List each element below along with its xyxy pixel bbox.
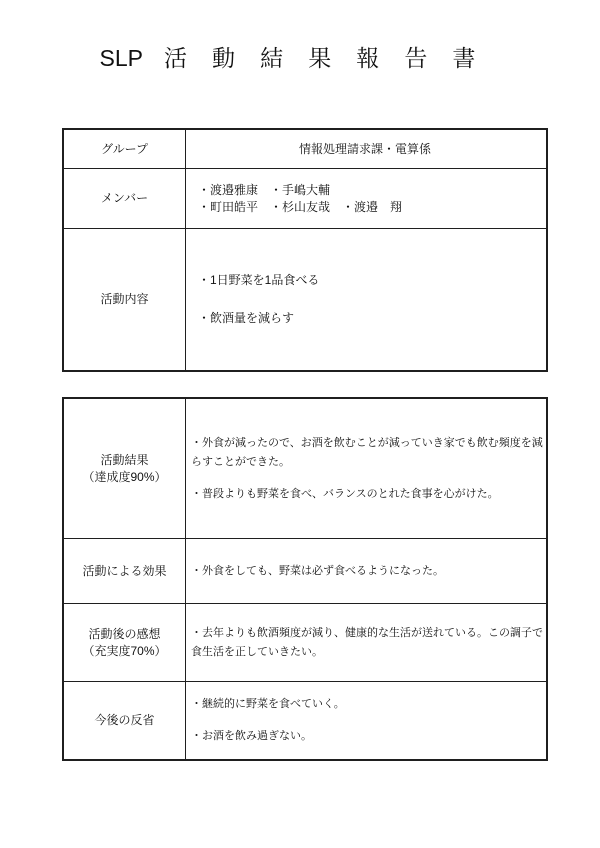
table-row-results	[64, 399, 546, 538]
row-label-impressions	[64, 604, 186, 681]
row-label-reflection	[64, 682, 186, 759]
label-text: 活動による効果	[82, 563, 167, 578]
row-value-activity-content	[186, 229, 546, 370]
bullet-item: ・飲酒量を減らす	[198, 311, 295, 325]
row-value-effects	[186, 539, 546, 603]
table-row-reflection	[64, 681, 546, 759]
title-kanji-text: 活動結果報告書	[163, 45, 501, 71]
bullet-item: ・継続的に野菜を食べていく。	[191, 698, 345, 710]
table-row-group	[64, 130, 546, 168]
row-value-members	[186, 169, 546, 228]
member-names-line: ・町田皓平 ・杉山友哉 ・渡邉 翔	[198, 199, 403, 214]
row-label-effects	[64, 539, 186, 603]
bullet-item: ・普段よりも野菜を食べ、バランスのとれた食事を心がけた。	[191, 487, 499, 500]
bullet-item: ・外食が減ったので、お酒を飲むことが減っていき家でも飲む頻度を減らすことができた。	[191, 436, 543, 468]
bullet-item: ・去年よりも飲酒頻度が減り、健康的な生活が送れている。この調子で食生活を正していきたい。	[191, 626, 543, 658]
cell-text: 情報処理請求課・電算係	[298, 141, 431, 156]
bullet-item: ・外食をしても、野菜は必ず食べるようになった。	[191, 564, 444, 577]
label-text: 活動後の感想	[88, 626, 161, 641]
label-text: 活動結果	[100, 452, 149, 467]
table-row-impressions	[64, 603, 546, 681]
row-value-group	[186, 130, 546, 168]
row-label-results	[64, 399, 186, 538]
bullet-item: ・お酒を飲み過ぎない。	[191, 730, 312, 742]
label-text: グループ	[100, 141, 149, 156]
label-subtext: （達成度90%）	[82, 469, 167, 484]
row-label-activity-content	[64, 229, 186, 370]
page-title	[0, 40, 600, 73]
title-latin-text: SLP	[99, 45, 143, 71]
label-text: メンバー	[100, 191, 149, 205]
label-subtext: （充実度70%）	[82, 643, 167, 658]
row-value-impressions	[186, 604, 546, 681]
activity-summary-table	[62, 128, 548, 372]
table-row-effects	[64, 538, 546, 603]
label-text: 今後の反省	[94, 713, 155, 727]
member-names-line: ・渡邉雅康 ・手嶋大輔	[198, 182, 331, 197]
bullet-item: ・1日野菜を1品食べる	[198, 273, 320, 287]
row-value-reflection	[186, 682, 546, 759]
activity-results-table	[62, 397, 548, 761]
table-row-activity-content	[64, 228, 546, 370]
row-label-members	[64, 169, 186, 228]
label-text: 活動内容	[100, 292, 149, 306]
row-value-results	[186, 399, 546, 538]
table-row-members	[64, 168, 546, 228]
row-label-group	[64, 130, 186, 168]
